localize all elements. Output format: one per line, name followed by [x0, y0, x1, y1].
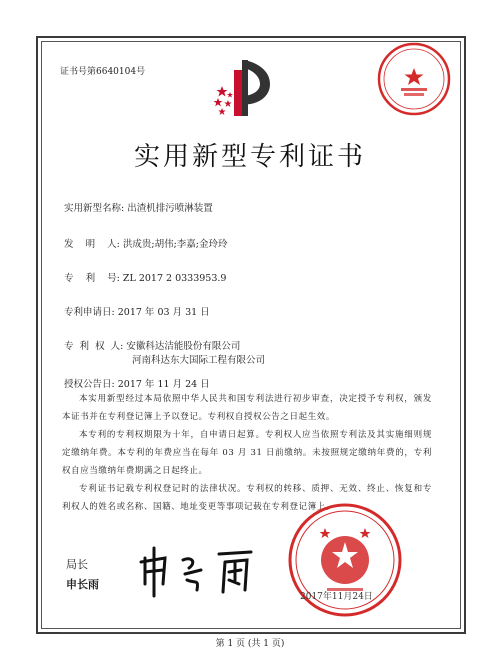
grant-date-row	[64, 376, 210, 390]
director-name: 申长雨	[66, 578, 99, 591]
filing-date-label: 专利申请日:	[64, 307, 115, 318]
patent-number-label: 专 利 号:	[64, 273, 120, 284]
body-paragraph-3: 专利证书记载专利权登记时的法律状况。专利权的转移、质押、无效、终止、恢复和专利权人的姓名或名称、国籍、地址变更等事项记载在专利登记簿上。	[62, 484, 432, 512]
footer-divider	[60, 632, 440, 633]
handwritten-signature-icon	[135, 540, 265, 600]
patentee-value-1: 安徽科达洁能股份有限公司	[126, 341, 241, 352]
certificate-title: 实用新型专利证书	[133, 142, 366, 172]
patentee-label: 专 利 权 人:	[64, 341, 124, 352]
utility-model-name-label: 实用新型名称:	[64, 203, 125, 214]
page-footer: 第 1 页 (共 1 页)	[215, 639, 285, 649]
patent-number-row	[64, 270, 226, 284]
body-paragraph-2: 本专利的专利权期限为十年，自申请日起算。专利权人应当依照专利法及其实施细则规定缴纳年费。本专利的年费应当在每年 03 月 31 日前缴纳。未按照规定缴纳年费的，专利权自应当缴纳年费期满之日起终止。	[62, 430, 432, 476]
inventor-value: 洪成贵;胡伟;李嘉;金玲玲	[122, 239, 228, 250]
patentee-row	[64, 338, 240, 352]
filing-date-value: 2017 年 03 月 31 日	[117, 307, 210, 318]
certificate-body-text	[62, 390, 432, 516]
patent-number-value: ZL 2017 2 0333953.9	[122, 273, 227, 284]
utility-model-name-row	[64, 200, 213, 214]
cnipa-logo-icon	[208, 56, 280, 118]
patentee-value-2: 河南科达东大国际工程有限公司	[132, 355, 266, 366]
filing-date-row	[64, 304, 210, 318]
grant-date-label: 授权公告日:	[64, 379, 115, 390]
inventor-row	[64, 236, 228, 250]
grant-date-value: 2017 年 11 月 24 日	[117, 379, 210, 390]
utility-model-name-value: 出渣机排污喷淋装置	[127, 203, 213, 214]
inventor-label: 发 明 人:	[64, 239, 120, 250]
director-title: 局长	[66, 558, 88, 571]
certificate-number: 证书号第6640104号	[60, 67, 146, 77]
agency-seal-icon	[375, 40, 453, 118]
body-paragraph-1: 本实用新型经过本局依照中华人民共和国专利法进行初步审查，决定授予专利权，颁发本证书并在专利登记簿上予以登记。专利权自授权公告之日起生效。	[62, 394, 432, 422]
patentee-row-2	[132, 352, 265, 366]
seal-date: 2017年11月24日	[300, 592, 373, 602]
